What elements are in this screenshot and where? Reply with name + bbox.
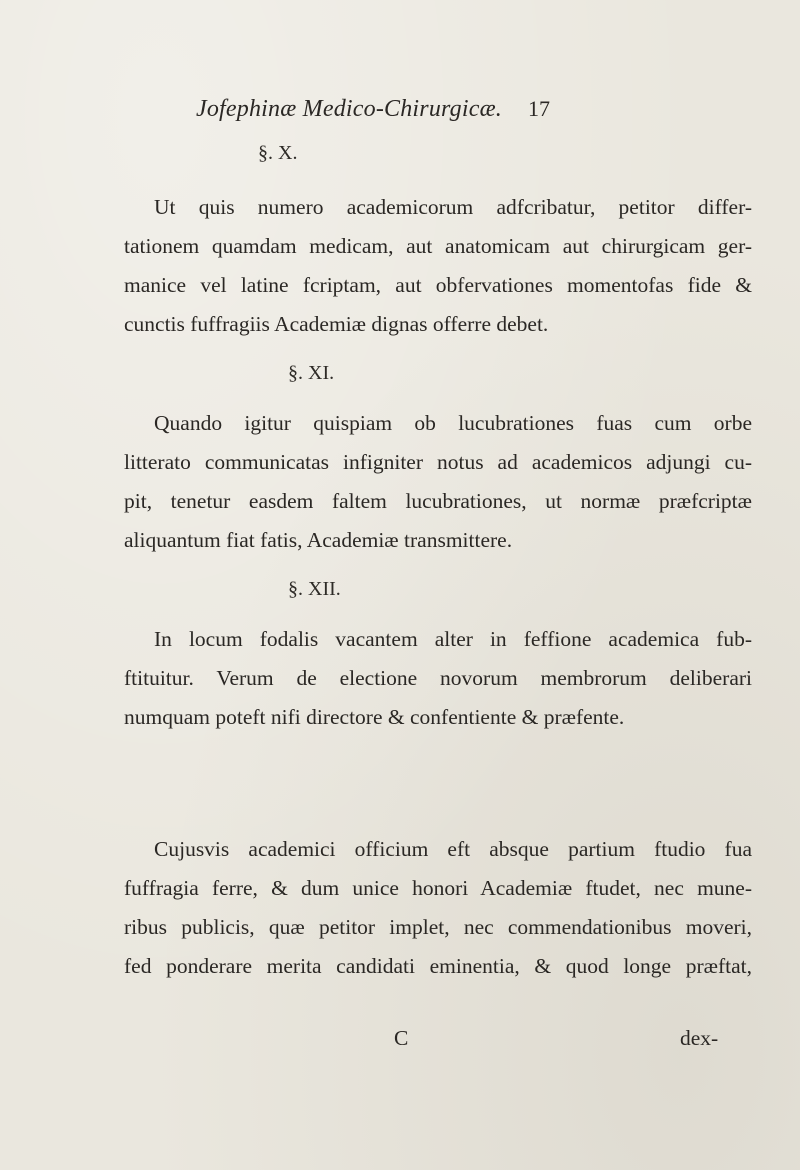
running-title: Jofephinæ Medico-Chirurgicæ. bbox=[196, 96, 502, 122]
page-number: 17 bbox=[528, 96, 550, 121]
page-footer bbox=[0, 1026, 800, 1056]
text-line: cunctis fuffragiis Academiæ dignas offerre debet. bbox=[124, 312, 549, 336]
text-line: fuffragia ferre, & dum unice honori Academiæ ftudet, nec mune- bbox=[124, 876, 752, 900]
text-line: Ut quis numero academicorum adfcribatur, petitor differ- bbox=[154, 195, 752, 219]
paragraph-section-x bbox=[124, 188, 752, 344]
section-heading-x: §. X. bbox=[258, 142, 298, 164]
catchword: dex- bbox=[680, 1026, 719, 1050]
text-line: litterato communicatas infigniter notus ad academicos adjungi cu- bbox=[124, 450, 752, 474]
text-line: ftituitur. Verum de electione novorum membrorum deliberari bbox=[124, 666, 752, 690]
text-line: numquam poteft nifi directore & confentiente & præfente. bbox=[124, 705, 625, 729]
text-line: In locum fodalis vacantem alter in feffione academica fub- bbox=[154, 627, 752, 651]
paragraph-officium bbox=[124, 830, 752, 986]
text-line: fed ponderare merita candidati eminentia, & quod longe præftat, bbox=[124, 954, 752, 978]
text-line: Quando igitur quispiam ob lucubrationes fuas cum orbe bbox=[154, 411, 752, 435]
paragraph-section-xii bbox=[124, 620, 752, 737]
paragraph-section-xi bbox=[124, 404, 752, 560]
text-line: Cujusvis academici officium eft absque partium ftudio fua bbox=[154, 837, 752, 861]
text-line: manice vel latine fcriptam, aut obfervationes momentofas fide & bbox=[124, 273, 752, 297]
text-line: aliquantum fiat fatis, Academiæ transmittere. bbox=[124, 528, 513, 552]
running-head bbox=[0, 96, 800, 126]
text-line: pit, tenetur easdem faltem lucubrationes, ut normæ præfcriptæ bbox=[124, 489, 752, 513]
section-heading-xii: §. XII. bbox=[288, 578, 341, 600]
section-heading-xi: §. XI. bbox=[288, 362, 335, 384]
text-line: ribus publicis, quæ petitor implet, nec commendationibus moveri, bbox=[124, 915, 752, 939]
text-line: tationem quamdam medicam, aut anatomicam aut chirurgicam ger- bbox=[124, 234, 752, 258]
signature-mark: C bbox=[394, 1026, 409, 1050]
